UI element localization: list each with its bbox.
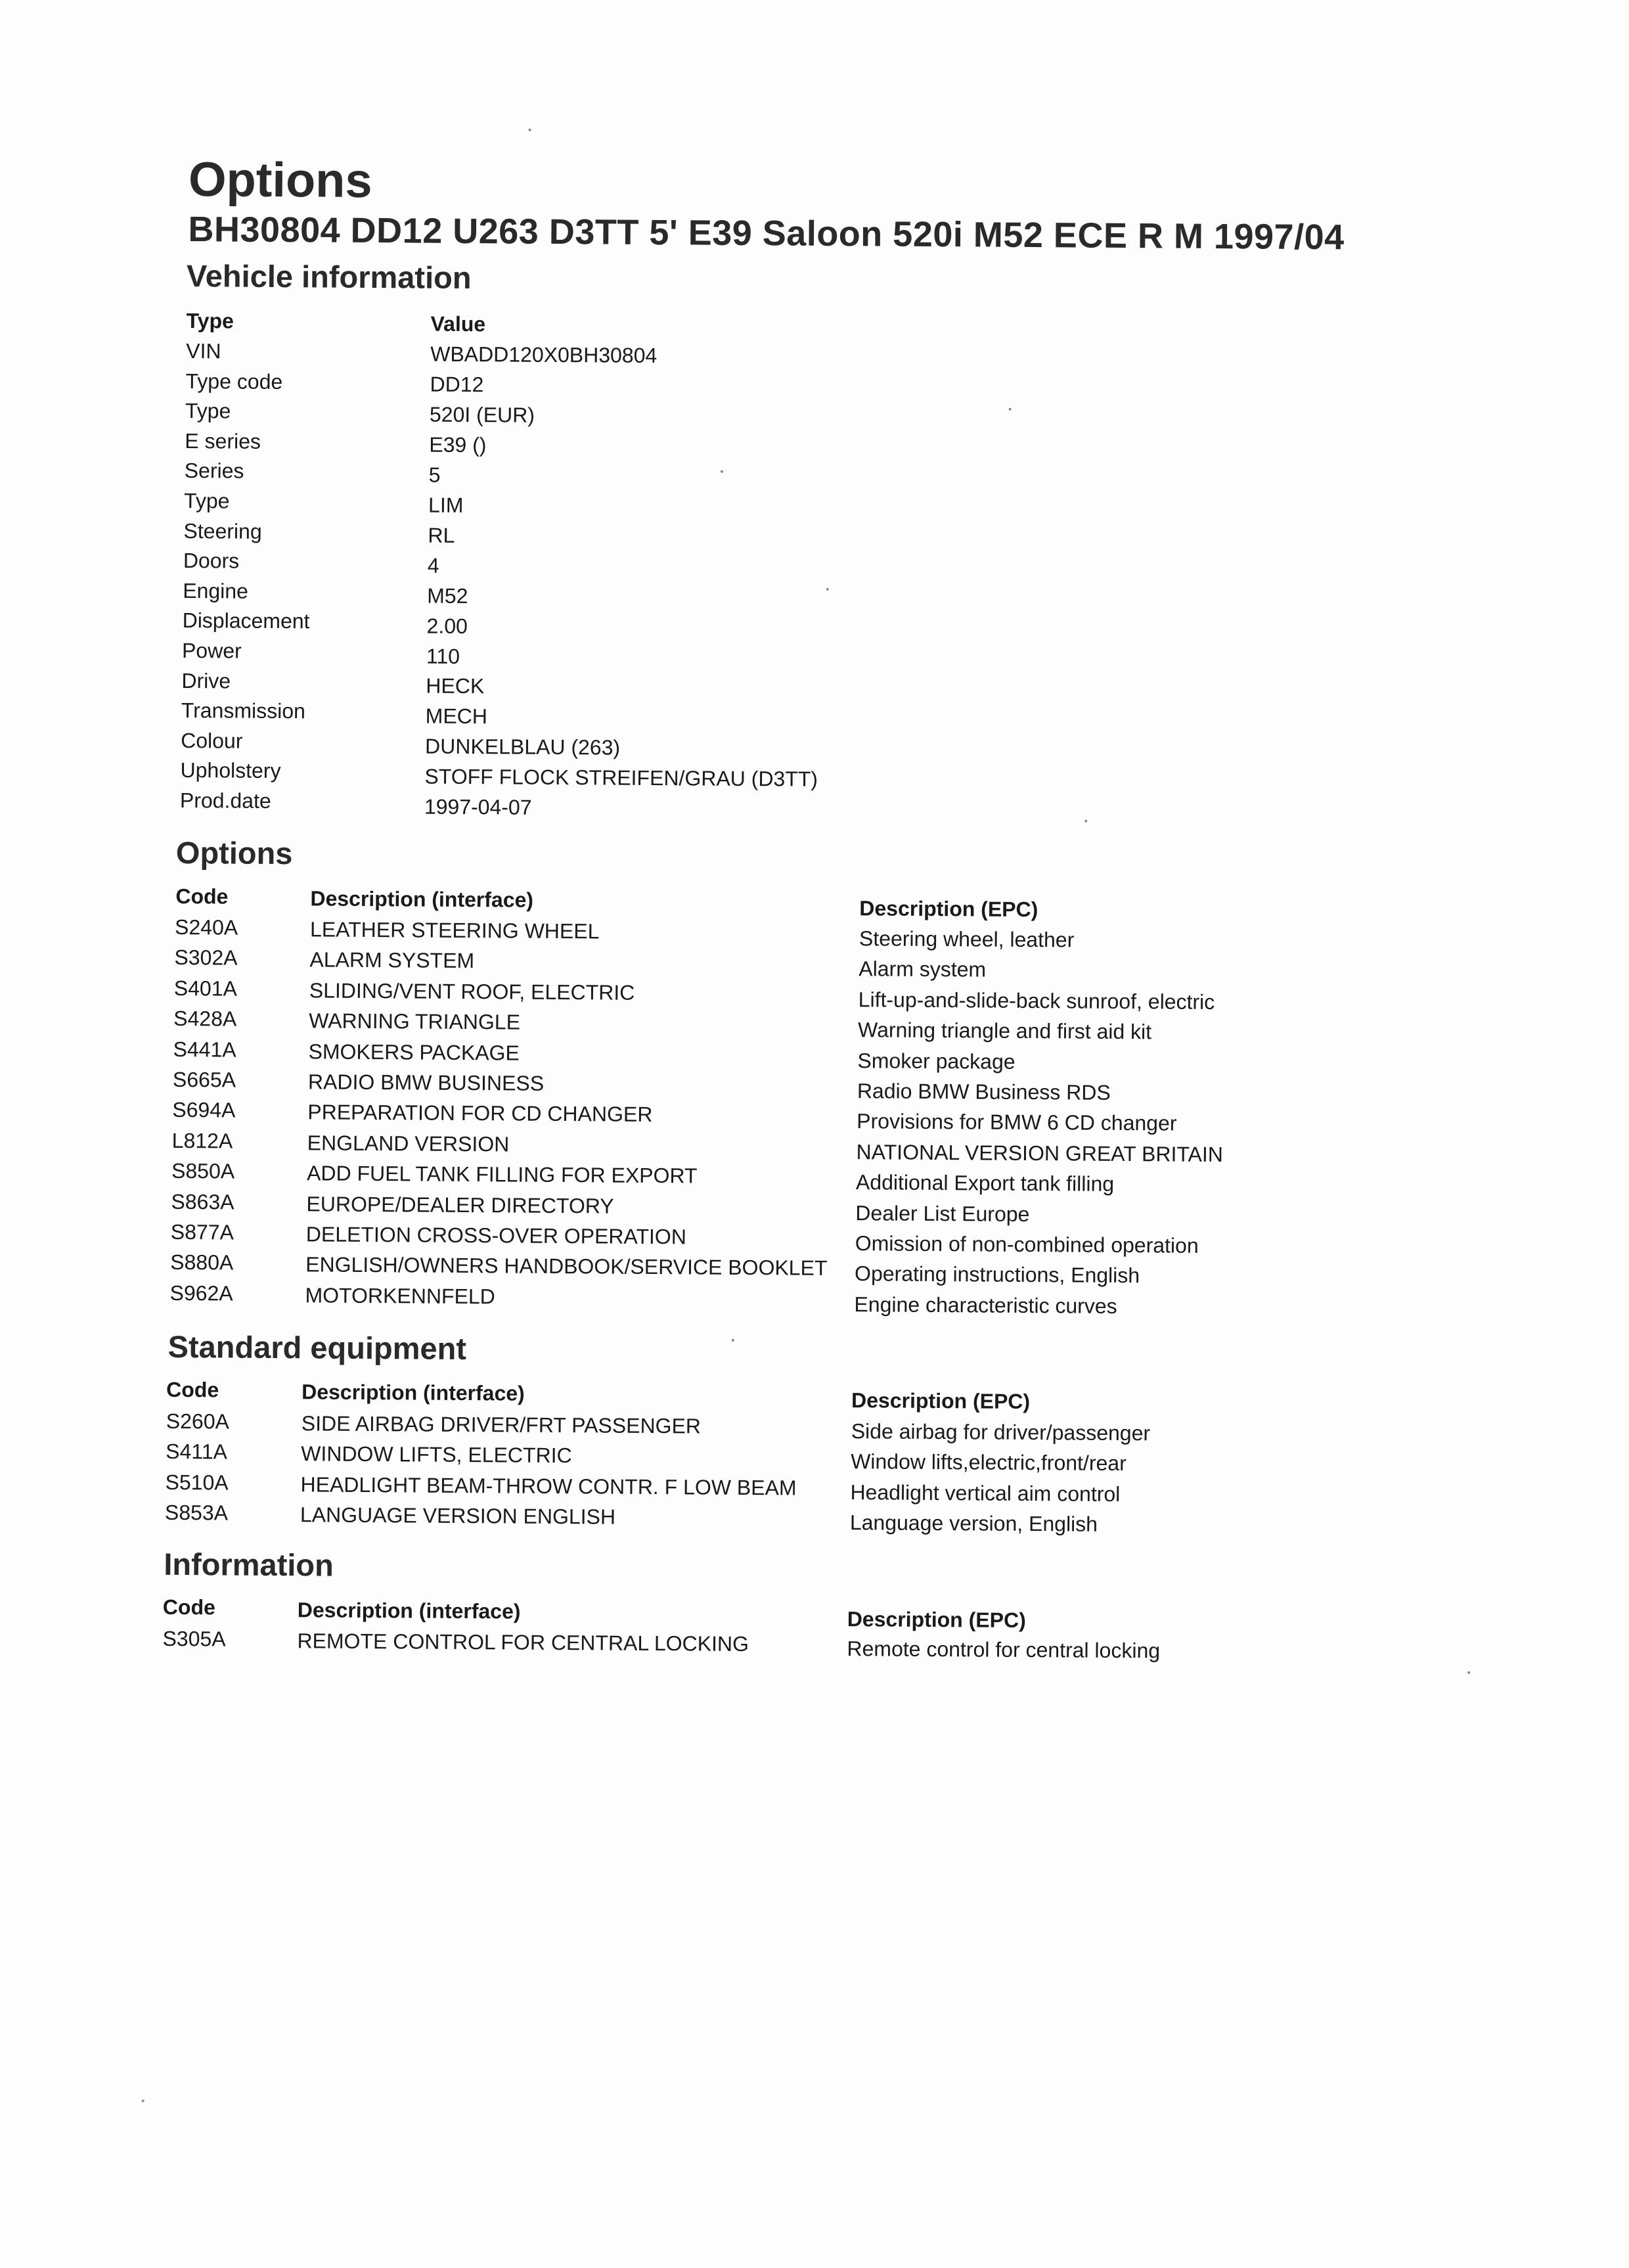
- scan-speck: [732, 1339, 734, 1342]
- options-code-header: Code: [175, 884, 229, 909]
- option-desc-epc: Dealer List Europe: [855, 1200, 1030, 1226]
- option-code: S302A: [174, 945, 238, 970]
- option-desc-epc: Smoker package: [857, 1048, 1015, 1074]
- option-desc-epc: Lift-up-and-slide-back sunroof, electric: [858, 987, 1215, 1014]
- option-code: S665A: [172, 1067, 236, 1092]
- vehicle-info-type: Displacement: [182, 608, 310, 633]
- std-desc-interface-header: Description (interface): [301, 1380, 525, 1405]
- vehicle-info-type: Steering: [183, 518, 262, 543]
- std-equipment-desc-epc: Side airbag for driver/passenger: [851, 1419, 1151, 1445]
- vehicle-info-value: WBADD120X0BH30804: [430, 342, 658, 368]
- options-desc-interface-header: Description (interface): [310, 886, 534, 912]
- option-code: S441A: [173, 1037, 236, 1062]
- option-code: S880A: [170, 1250, 234, 1275]
- std-equipment-desc-interface: HEADLIGHT BEAM-THROW CONTR. F LOW BEAM: [300, 1472, 797, 1500]
- vehicle-info-value: MECH: [425, 704, 488, 729]
- option-desc-interface: ENGLAND VERSION: [307, 1131, 510, 1156]
- vehicle-info-type: Doors: [183, 549, 240, 573]
- option-desc-epc: Engine characteristic curves: [854, 1292, 1117, 1318]
- vehicle-info-value: RL: [428, 523, 455, 547]
- standard-equipment-heading: Standard equipment: [167, 1328, 467, 1367]
- information-code: S305A: [162, 1626, 226, 1651]
- option-code: S240A: [174, 915, 238, 940]
- vehicle-info-type: Type: [184, 489, 230, 513]
- option-desc-epc: Operating instructions, English: [855, 1261, 1140, 1288]
- option-desc-epc: NATIONAL VERSION GREAT BRITAIN: [856, 1139, 1224, 1166]
- option-desc-interface: ENGLISH/OWNERS HANDBOOK/SERVICE BOOKLET: [305, 1252, 828, 1281]
- vehicle-info-value: 4: [427, 553, 439, 578]
- vehicle-info-type: Colour: [181, 728, 243, 753]
- options-desc-epc-header: Description (EPC): [859, 896, 1038, 922]
- info-desc-epc-header: Description (EPC): [847, 1607, 1026, 1633]
- option-desc-interface: SMOKERS PACKAGE: [308, 1039, 520, 1065]
- options-heading: Options: [175, 834, 293, 871]
- vehicle-info-type: E series: [185, 428, 261, 453]
- vehicle-info-value: 520I (EUR): [429, 402, 535, 427]
- vehicle-information-heading: Vehicle information: [186, 258, 472, 296]
- vehicle-info-type: Upholstery: [180, 758, 281, 783]
- option-desc-interface: SLIDING/VENT ROOF, ELECTRIC: [309, 978, 635, 1005]
- vehicle-info-value-header: Value: [430, 311, 486, 336]
- vehicle-info-value: LIM: [428, 493, 464, 517]
- option-desc-interface: LEATHER STEERING WHEEL: [309, 917, 600, 943]
- option-desc-interface: EUROPE/DEALER DIRECTORY: [306, 1191, 614, 1218]
- std-equipment-code: S260A: [166, 1409, 230, 1434]
- vehicle-info-type: Transmission: [181, 698, 305, 723]
- scan-speck: [826, 588, 829, 591]
- option-code: S863A: [171, 1189, 234, 1214]
- option-desc-interface: ALARM SYSTEM: [309, 947, 475, 973]
- option-code: S694A: [172, 1098, 236, 1122]
- std-equipment-code: S853A: [164, 1501, 229, 1525]
- info-desc-interface-header: Description (interface): [297, 1598, 521, 1623]
- std-equipment-code: S411A: [166, 1440, 228, 1464]
- vehicle-info-type: Type code: [185, 369, 283, 394]
- information-desc-interface: REMOTE CONTROL FOR CENTRAL LOCKING: [297, 1629, 749, 1656]
- option-desc-epc: Alarm system: [859, 957, 987, 982]
- vehicle-info-type: Drive: [181, 668, 231, 693]
- std-desc-epc-header: Description (EPC): [851, 1388, 1031, 1414]
- option-desc-epc: Radio BMW Business RDS: [857, 1079, 1111, 1104]
- information-desc-epc: Remote control for central locking: [847, 1637, 1161, 1663]
- vehicle-info-value: E39 (): [429, 432, 487, 457]
- vehicle-info-type: Prod.date: [179, 788, 271, 813]
- scan-speck: [1009, 408, 1012, 411]
- option-desc-interface: RADIO BMW BUSINESS: [307, 1070, 545, 1095]
- vehicle-info-value: 110: [426, 644, 460, 668]
- std-equipment-desc-interface: WINDOW LIFTS, ELECTRIC: [301, 1441, 572, 1468]
- vehicle-info-type: VIN: [186, 339, 221, 363]
- option-code: S962A: [169, 1281, 233, 1305]
- option-desc-epc: Steering wheel, leather: [859, 926, 1075, 952]
- option-desc-epc: Provisions for BMW 6 CD changer: [857, 1109, 1177, 1135]
- vehicle-info-value: M52: [427, 583, 468, 608]
- scan-speck: [721, 470, 723, 473]
- option-desc-epc: Additional Export tank filling: [855, 1170, 1115, 1196]
- option-code: L812A: [171, 1128, 233, 1153]
- information-heading: Information: [164, 1546, 334, 1583]
- option-desc-interface: MOTORKENNFELD: [305, 1283, 495, 1309]
- vehicle-info-value: 5: [428, 463, 441, 487]
- scan-speck: [142, 2100, 145, 2102]
- scan-speck: [1084, 820, 1087, 823]
- option-code: S428A: [173, 1007, 237, 1031]
- option-desc-interface: DELETION CROSS-OVER OPERATION: [305, 1222, 687, 1249]
- option-desc-interface: ADD FUEL TANK FILLING FOR EXPORT: [306, 1161, 698, 1188]
- std-code-header: Code: [166, 1377, 219, 1402]
- vehicle-info-type-header: Type: [186, 309, 234, 333]
- std-equipment-desc-epc: Headlight vertical aim control: [850, 1480, 1121, 1506]
- scan-speck: [529, 129, 531, 131]
- vehicle-info-value: 2.00: [426, 614, 468, 638]
- vehicle-info-type: Type: [185, 399, 231, 423]
- vehicle-info-value: DD12: [430, 372, 484, 397]
- option-code: S850A: [171, 1159, 235, 1183]
- vehicle-info-value: DUNKELBLAU (263): [425, 734, 621, 760]
- std-equipment-desc-epc: Language version, English: [849, 1510, 1098, 1536]
- vehicle-info-value: STOFF FLOCK STREIFEN/GRAU (D3TT): [424, 764, 818, 792]
- option-desc-epc: Warning triangle and first aid kit: [858, 1018, 1152, 1044]
- option-code: S877A: [170, 1219, 234, 1244]
- vehicle-info-type: Engine: [183, 578, 249, 603]
- option-desc-interface: WARNING TRIANGLE: [309, 1009, 521, 1034]
- page-title: Options: [188, 152, 372, 208]
- vehicle-info-value: HECK: [426, 674, 485, 698]
- vehicle-subtitle: BH30804 DD12 U263 D3TT 5' E39 Saloon 520i M52 ECE R M 1997/04: [188, 210, 1345, 258]
- option-code: S401A: [173, 976, 238, 1001]
- vehicle-info-value: 1997-04-07: [424, 794, 532, 819]
- option-desc-epc: Omission of non-combined operation: [855, 1231, 1199, 1258]
- scan-speck: [1467, 1671, 1470, 1674]
- vehicle-info-type: Series: [184, 459, 244, 484]
- vehicle-info-type: Power: [181, 638, 242, 663]
- std-equipment-desc-epc: Window lifts,electric,front/rear: [851, 1449, 1127, 1476]
- std-equipment-code: S510A: [165, 1470, 229, 1495]
- std-equipment-desc-interface: LANGUAGE VERSION ENGLISH: [300, 1503, 616, 1529]
- option-desc-interface: PREPARATION FOR CD CHANGER: [307, 1100, 653, 1127]
- info-code-header: Code: [162, 1595, 216, 1620]
- std-equipment-desc-interface: SIDE AIRBAG DRIVER/FRT PASSENGER: [301, 1411, 702, 1438]
